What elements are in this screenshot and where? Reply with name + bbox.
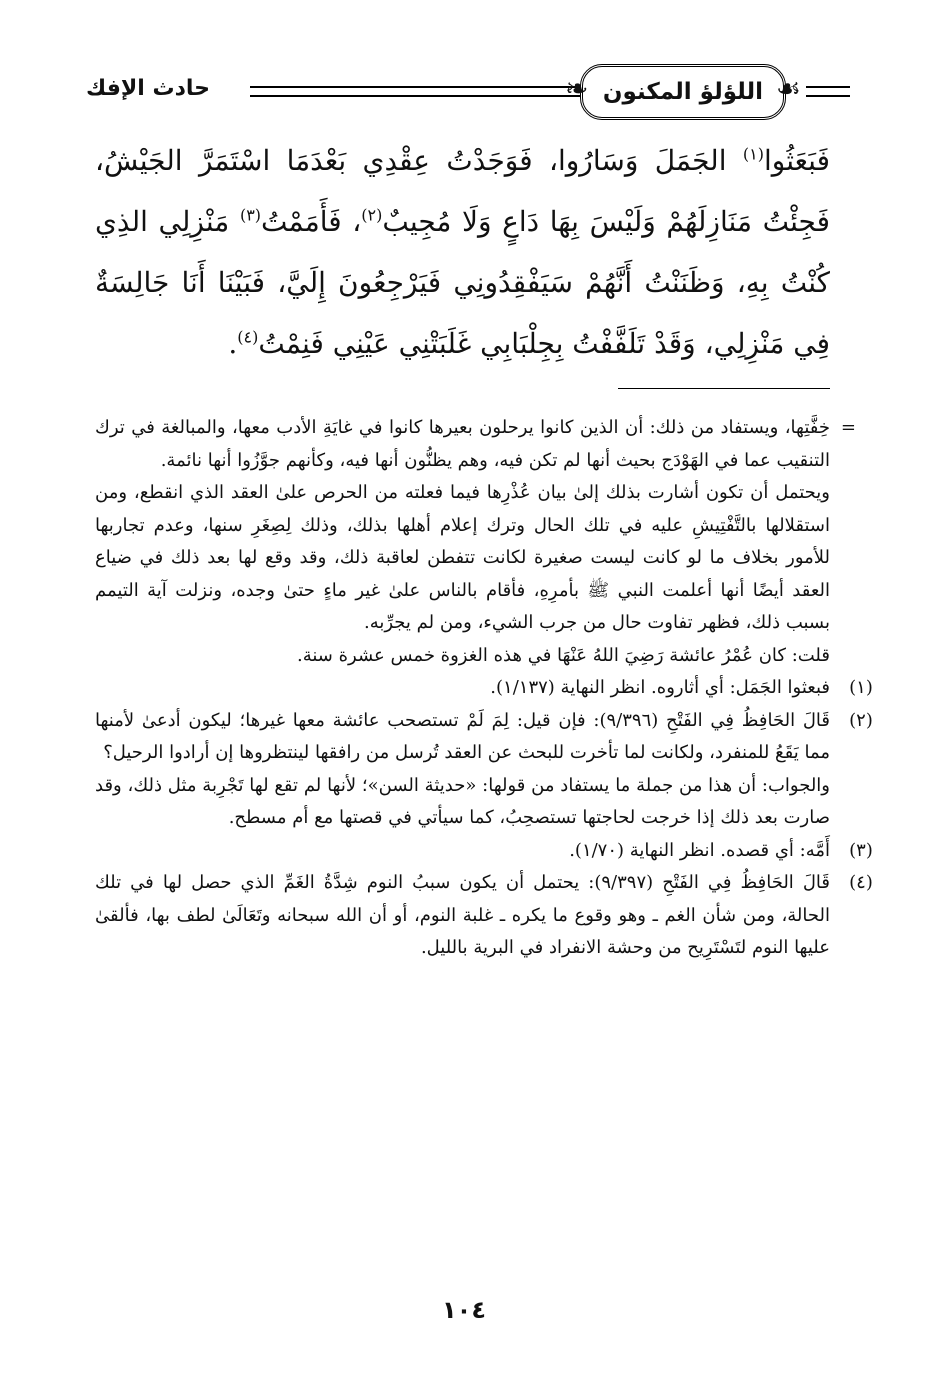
hadith-segment: الجَمَلَ وَسَارُوا، فَوَجَدْتُ عِقْدِي بَعْدَمَا اسْتَمَرَّ الجَيْشُ، فَجِئْتُ مَنَازِلَهُمْ وَلَيْسَ بِهَا دَاعٍ وَلَا مُجِيبٌ — [95, 144, 830, 238]
hadith-segment: ، فَأَمَمْتُ — [261, 205, 362, 238]
footnote-number: (٤) — [849, 872, 873, 893]
hadith-segment: مَنْزِلِي الذِي كُنْتُ بِهِ، وَظَنَنْتُ أَنَّهُمْ سَيَفْقِدُونِي فَيَرْجِعُونَ إِلَيَّ، فَبَيْنَا أَنَا جَالِسَةٌ فِي مَنْزِلِي، وَقَدْ تَلَفَّفْتُ بِجِلْبَابِي غَلَبَتْنِي عَيْنِي فَنِمْتُ — [95, 205, 830, 360]
footnote-ref-3[interactable]: (٣) — [239, 205, 262, 225]
footnote-text: قَالَ الحَافِظُ فِي الفَتْحِ (٩/٣٩٦): فإن قيل: لِمَ لَمْ تستصحب عائشة معها غيرها؛ ليكون أدعىٰ لأمنها مما يَقَعُ للمنفرد، ولكانت لما تأخرت للبحث عن العقد تُرسل من رافقها لينتظروها إن أرادوا الرحيل؟ — [95, 709, 830, 763]
footnote-ref-4[interactable]: (٤) — [237, 327, 259, 347]
footnote-separator — [618, 388, 830, 389]
header-rule-right — [806, 86, 850, 97]
footnote-text: والجواب: أن هذا من جملة ما يستفاد من قولها: «حديثة السن»؛ لأنها لم تقع لها تَجْرِبة مثل ذلك، وقد صارت بعد ذلك إذا خرجت لحاجتها تستصحِبُ، كما سيأتي في قصتها مع أم مسطح. — [95, 774, 830, 828]
book-title-cartouche — [565, 64, 801, 120]
chapter-title: حادث الإفك — [86, 76, 210, 101]
footnote-continuation — [95, 412, 856, 477]
footnote-4 — [95, 867, 873, 965]
footnotes-section — [95, 412, 873, 965]
hadith-text — [95, 130, 830, 374]
hadith-segment: فَبَعَثُوا — [763, 144, 830, 177]
book-title: اللؤلؤ المكنون — [602, 79, 764, 105]
footnote-1 — [95, 672, 873, 705]
footnote-ref-2[interactable]: (٢) — [361, 205, 383, 225]
footnote-3 — [95, 835, 873, 868]
footnote-number: (١) — [849, 677, 873, 698]
footnote-ref-1[interactable]: (١) — [742, 144, 764, 164]
footnote-number: (٣) — [849, 839, 873, 861]
ornament-left-icon: ❧ — [565, 72, 589, 105]
footnote-text: فبعثوا الجَمَل: أي أثاروه. انظر النهاية (١/١٣٧). — [490, 677, 830, 698]
footnote-2 — [95, 705, 873, 770]
footnote-paragraph: قلت: كان عُمْرُ عائشة رَضِيَ اللهُ عَنْهَا في هذه الغزوة خمس عشرة سنة. — [296, 644, 830, 666]
continuation-text: خِفَّتِها، ويستفاد من ذلك: أن الذين كانوا يرحلون بعيرها كانوا في غايَةِ الأدب معها، والمبالغة في ترك التنقيب عما في الهَوْدَج بحيث أنها لم تكن فيه، وهم يظنُّون أنها فيه، وكأنهم جوَّزُوا أنها نائمة. — [95, 417, 830, 471]
footnote-paragraph: ويحتمل أن تكون أشارت بذلك إلىٰ بيان عُذْرِها فيما فعلته من الحرص علىٰ العقد الذي انقطع، ومن استقلالها بالتَّفْتِيشِ عليه في تلك الحال وترك إعلام أهلها بذلك، وذلك لِصِغَرِ سنها، وعدم تجاربها للأمور بخلاف ما لو كانت ليست صغيرة لكانت تتفطن لعاقبة ذلك، وقد وقع لها بعد ذلك في ضياع العقد أيضًا أنها أعلمت النبي ﷺ بأمرِهِ، فأقام بالناس علىٰ غير ماءٍ حتىٰ وجده، ونزلت آية التيمم بسبب ذلك، فظهر تفاوت حال من جرب الشيء، ومن لم يجرِّبه. — [95, 482, 830, 633]
footnote-number: (٢) — [849, 709, 873, 731]
running-header — [40, 60, 888, 124]
ornament-right-icon: ☙ — [775, 72, 801, 105]
continuation-mark: = — [840, 417, 856, 438]
page-number: ١٠٤ — [442, 1296, 486, 1324]
footnote-2-answer — [95, 770, 830, 835]
header-rule-left — [250, 86, 580, 97]
hadith-segment: . — [228, 327, 238, 360]
footnote-text: قَالَ الحَافِظُ فِي الفَتْحِ (٩/٣٩٧): يحتمل أن يكون سببُ النوم شِدَّةُ الغَمِّ الذي حصل لها في تلك الحالة، ومن شأن الغم ـ وهو وقوع ما يكره ـ غلبة النوم، أو أن الله سبحانه وتَعَالَىٰ لطف بها، فألقىٰ عليها النوم لتَسْتَرِيح من وحشة الانفراد في البرية بالليل. — [95, 872, 831, 958]
footnote-text: أَمَّه: أي قصده. انظر النهاية (١/٧٠). — [569, 839, 830, 861]
